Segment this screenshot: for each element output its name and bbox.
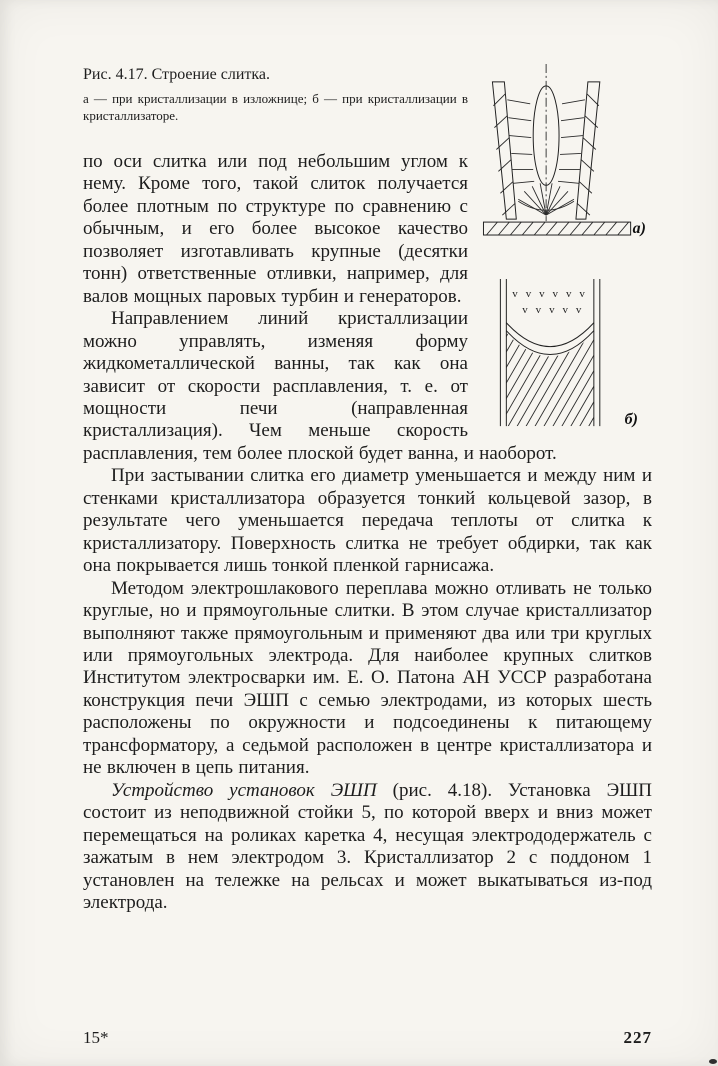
- metal-pool-boundary: [506, 323, 594, 355]
- printer-signature-mark: 15*: [83, 1028, 109, 1047]
- slag-flux-marks: [512, 288, 593, 316]
- paragraph-1: по оси слитка или под небольшим углом к нему. Кроме того, такой слиток получается более плотным по структуре по сравнению с обычным, и его более высокое качество позволяет изготавливать крупные (десятки тонн) ответственные отливки, например, для валов мощных паровых турбин и генераторов.: [83, 151, 468, 307]
- figure-caption-subtitle: а — при кристаллизации в изложнице; б — при кристаллизации в кристаллизаторе.: [83, 91, 468, 123]
- solidified-ingot-hatch: [482, 302, 652, 428]
- page-footer: [83, 1028, 652, 1048]
- scan-artifact: [709, 1059, 717, 1064]
- paragraph-5-rest: (рис. 4.18). Установка ЭШП состоит из неподвижной стойки 5, по которой вверх и вниз может перемещаться на роликах каретка 4, несущая электрододержатель с зажатым в нем электродом 3. Кристаллизатор 2 с поддоном 1 установлен на тележке на рельсах и может выкатываться из-под электрода.: [83, 779, 652, 913]
- svg-text:vvvvvv: vvvvvv: [512, 287, 593, 300]
- figure-b-label: б): [624, 411, 638, 428]
- page-number: 227: [623, 1028, 652, 1047]
- figure-b-crystallizer-diagram: [482, 277, 652, 428]
- svg-text:vvvvv: vvvvv: [522, 303, 590, 316]
- base-plate: [483, 222, 630, 235]
- paragraph-3: При застывании слитка его диаметр уменьшается и между ним и стенками кристаллизатора образуется тонкий кольцевой зазор, в результате чего уменьшается передача теплоты от слитка к кристаллизатору. Поверхность слитка не требует обдирки, так как она покрывается лишь тонкой пленкой гарнисажа.: [83, 465, 652, 577]
- figure-caption-title: Рис. 4.17. Строение слитка.: [83, 66, 271, 83]
- paragraph-2: Направлением линий кристаллизации можно управлять, изменяя форму жидкометаллической ванны, так как она зависит от скорости расплавления, т. е. от мощности печи (направленная кристаллизация). Чем меньше скорость расплавления, тем более плоской будет ванна, и наоборот.: [83, 308, 557, 464]
- figure-4-17: [476, 62, 652, 428]
- figure-a-ingot-mold-diagram: [482, 62, 652, 263]
- paragraph-5-italic-lead: Устройство установок ЭШП: [111, 779, 377, 801]
- paragraph-5: [83, 780, 652, 915]
- paragraph-4: Методом электрошлакового переплава можно отливать не только круглые, но и прямоугольные слитки. В этом случае кристаллизатор выполняют также прямоугольным и применяют два или три круглых или прямоугольных электрода. Для наиболее крупных слитков Институтом электросварки им. Е. О. Патона АН УССР разработана конструкция печи ЭШП с семью электродами, из которых шесть расположены по окружности и подсоединены к питающему трансформатору, а седьмой расположен в центре кристаллизатора и не включен в цепь питания.: [83, 577, 652, 779]
- figure-a-label: а): [632, 220, 646, 238]
